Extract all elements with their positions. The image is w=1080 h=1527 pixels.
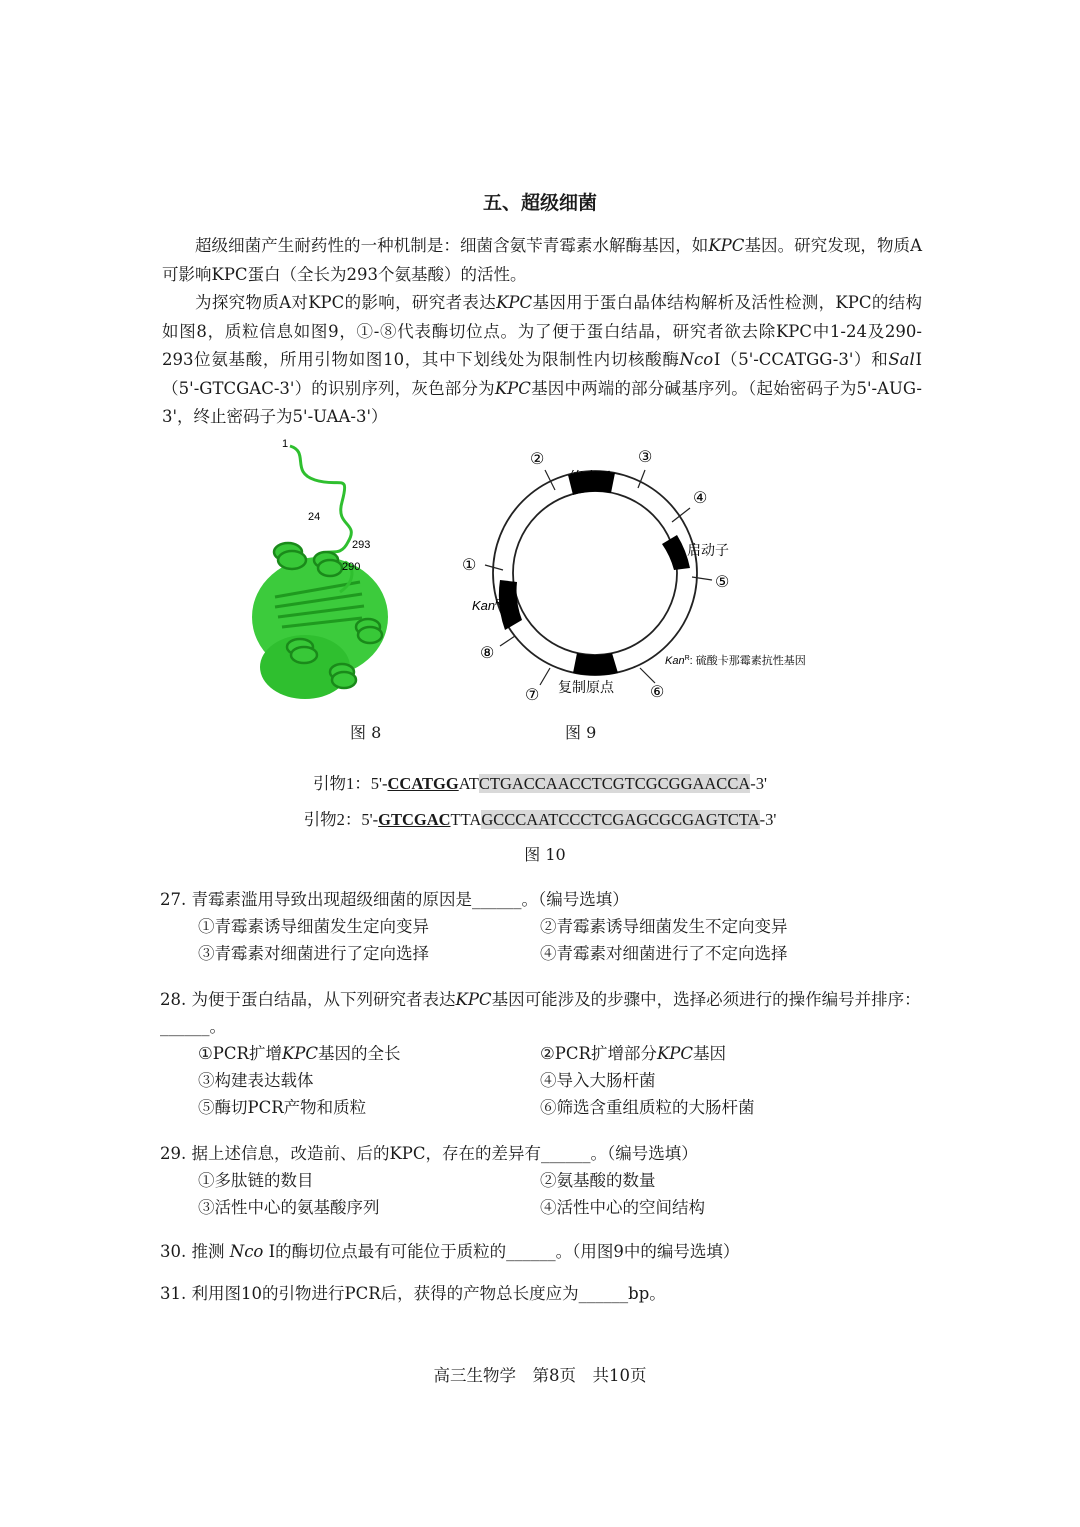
- residue-label-290: 290: [342, 561, 361, 573]
- terminator-label: 终止子: [570, 470, 612, 486]
- enzyme-name: Sal: [888, 350, 915, 369]
- option: ①PCR扩增KPC基因的全长: [198, 1044, 401, 1063]
- gene-name: KPC: [496, 293, 533, 312]
- n-terminal-coil: [290, 446, 351, 562]
- option: ③构建表达载体: [198, 1071, 314, 1090]
- question-29: [160, 1140, 930, 1221]
- promoter-label: 启动子: [687, 543, 729, 559]
- kan-label: Kan$^R$: [472, 598, 501, 613]
- intro-paragraph-2: [162, 289, 922, 432]
- option: ⑤酶切PCR产物和质粒: [198, 1098, 367, 1117]
- figure-10-caption: 图 10: [524, 845, 566, 864]
- intro-text: 基因。研究发现，物质A可影响KPC蛋白（全长为293个氨基酸）的活性。: [162, 236, 922, 284]
- ncoi-site: CCATGG: [387, 774, 459, 793]
- residue-label-24: 24: [308, 511, 321, 523]
- page-footer: 高三生物学 第8页 共10页: [433, 1366, 647, 1385]
- section-title: 五、超级细菌: [482, 192, 597, 214]
- site-2: ②: [530, 449, 545, 468]
- question-28: [160, 986, 930, 1121]
- option: ④活性中心的空间结构: [540, 1198, 705, 1217]
- plasmid-outer-ring: [493, 471, 697, 675]
- site-arrows: [485, 470, 712, 685]
- option: ①多肽链的数目: [198, 1171, 314, 1190]
- intro-text: 基因中两端的部分碱基序列。（起始密码子为5'-AUG-3'，终止密码子为5'-UAA-3'）: [162, 378, 922, 426]
- intro-text: 基因用于蛋白晶体结构解析及活性检测，KPC的结构如图8，质粒信息如图9，①-⑧代表酶切位点。为了便于蛋白结晶，研究者欲去除KPC中1-24及290-293位氨基酸，所用引物如图10，其中下划线处为限制性内切核酸酶: [162, 293, 922, 369]
- option: ④青霉素对细菌进行了不定向选择: [540, 944, 788, 963]
- primer-1: 引物1：5'-CCATGGATCTGACCAACCTCGTCGCGGAACCA-3': [313, 774, 767, 793]
- question-27: [160, 886, 930, 967]
- question-stem: 27. 青霉素滥用导致出现超级细菌的原因是______。（编号选填）: [160, 890, 629, 909]
- option: ②青霉素诱导细菌发生不定向变异: [540, 917, 788, 936]
- option: ③活性中心的氨基酸序列: [198, 1198, 380, 1217]
- gene-name: KPC: [494, 378, 531, 398]
- option: ④导入大肠杆菌: [540, 1071, 656, 1090]
- option: ①青霉素诱导细菌发生定向变异: [198, 917, 429, 936]
- figure-9-plasmid-map: [440, 440, 860, 705]
- option: ③青霉素对细菌进行了定向选择: [198, 944, 429, 963]
- sali-site: GTCGAC: [378, 810, 451, 829]
- option: ②氨基酸的数量: [540, 1171, 656, 1190]
- intro-text: 超级细菌产生耐药性的一种机制是：细菌含氨苄青霉素水解酶基因，如: [195, 236, 709, 255]
- kan-legend: Kan$^R$: 硫酸卡那霉素抗性基因: [665, 655, 806, 667]
- question-30: 30. 推测 Nco Ⅰ的酶切位点最有可能位于质粒的______。（用图9中的编号选填）: [160, 1242, 740, 1261]
- gene-name: KPC: [708, 236, 745, 255]
- residue-label-293: 293: [352, 539, 371, 551]
- site-5: ⑤: [715, 572, 730, 591]
- intro-text: Ⅰ（5'-CCATGG-3'）和: [713, 350, 889, 369]
- intro-text: 为探究物质A对KPC的影响，研究者表达: [195, 293, 497, 312]
- site-7: ⑦: [525, 685, 540, 704]
- kpc-gray-sequence: GCCCAATCCCTCGAGCGCGAGTCTA: [481, 810, 760, 829]
- promoter-segment: [662, 535, 690, 570]
- question-stem: 29. 据上述信息，改造前、后的KPC，存在的差异有______。（编号选填）: [160, 1144, 698, 1163]
- figure-9-caption: 图 9: [565, 723, 597, 742]
- figure-8-caption: 图 8: [350, 723, 382, 742]
- site-1: ①: [462, 555, 477, 574]
- kpc-gray-sequence: CTGACCAACCTCGTCGCGGAACCA: [478, 774, 751, 793]
- option: ⑥筛选含重组质粒的大肠杆菌: [540, 1098, 755, 1117]
- ori-label: 复制原点: [558, 680, 614, 696]
- primer-2: 引物2：5'-GTCGACTTAGCCCAATCCCTCGAGCGCGAGTCTA-3': [303, 810, 777, 829]
- ori-segment: [573, 653, 618, 676]
- intro-paragraph-1: [162, 232, 922, 289]
- intro-text: Ⅰ（5'-GTCGAC-3'）的识别序列，灰色部分为: [162, 350, 922, 398]
- site-3: ③: [638, 447, 653, 466]
- question-stem: 28. 为便于蛋白结晶，从下列研究者表达KPC基因可能涉及的步骤中，选择必须进行的操作编号并排序：______。: [160, 990, 921, 1036]
- site-4: ④: [693, 488, 708, 507]
- option: ②PCR扩增部分KPC基因: [540, 1044, 727, 1063]
- figure-8-protein-structure: [230, 432, 400, 717]
- question-31: 31. 利用图10的引物进行PCR后，获得的产物总长度应为______bp。: [160, 1284, 666, 1303]
- residue-label-1: 1: [282, 438, 289, 450]
- site-8: ⑧: [480, 643, 495, 662]
- enzyme-name: Nco: [679, 350, 714, 369]
- site-6: ⑥: [650, 682, 665, 701]
- plasmid-inner-ring: [513, 491, 677, 655]
